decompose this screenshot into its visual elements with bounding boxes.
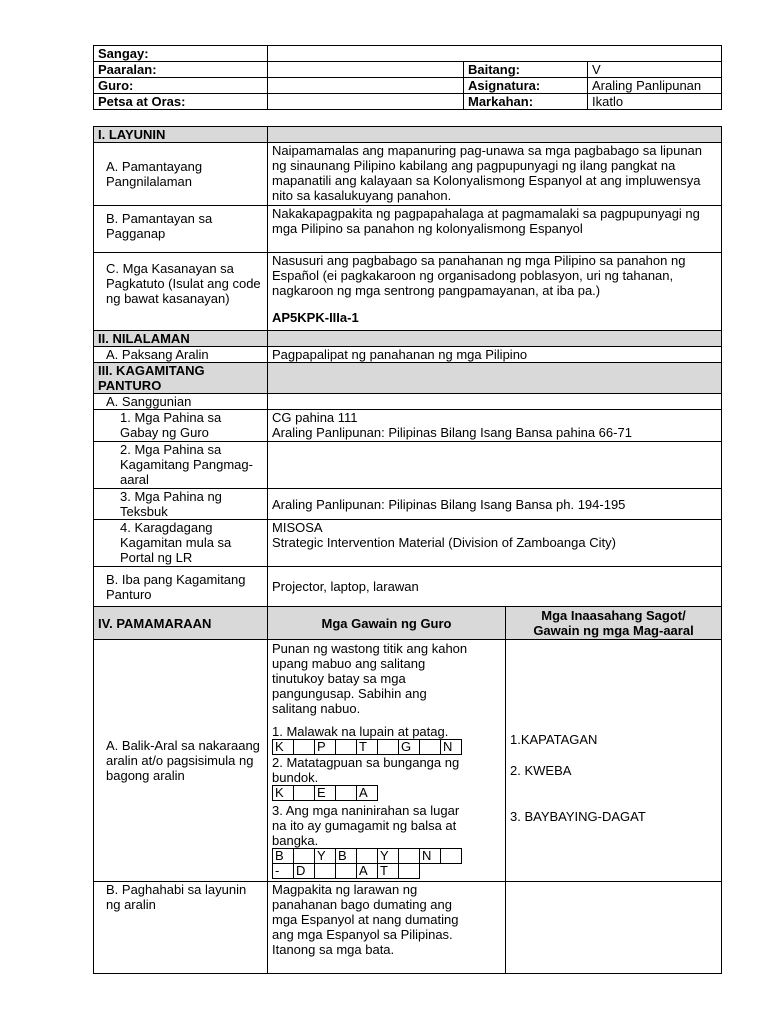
letter-box: Y: [378, 849, 399, 864]
kagamitan-heading: III. KAGAMITANG PANTURO: [94, 363, 268, 394]
kagamitang-pangmag-aaral-label: 2. Mga Pahina sa Kagamitang Pangmag-aaral: [94, 442, 268, 489]
guro-value[interactable]: [268, 78, 464, 94]
letter-box: T: [378, 864, 399, 879]
paaralan-label: Paaralan:: [94, 62, 268, 78]
answer-3: 3. BAYBAYING-DAGAT: [510, 809, 646, 824]
balik-aral-label: A. Balik-Aral sa nakaraang aralin at/o pagsisimula ng bagong aralin: [94, 640, 268, 882]
gabay-guro-label: 1. Mga Pahina sa Gabay ng Guro: [94, 410, 268, 442]
paghahabi-text: Magpakita ng larawan ng panahanan bago dumating ang mga Espanyol at nang dumating ang mga Espanyol sa Pilipinas. Itanong sa mga bata.: [268, 882, 506, 974]
portal-lr-line2: Strategic Intervention Material (Division of Zamboanga City): [272, 535, 616, 550]
letter-box[interactable]: [294, 786, 315, 801]
nilalaman-heading: II. NILALAMAN: [94, 331, 268, 347]
letter-box: N: [420, 849, 441, 864]
letter-box: Y: [315, 849, 336, 864]
gabay-guro-line1: CG pahina 111: [272, 410, 358, 425]
kasanayan-label: C. Mga Kasanayan sa Pagkatuto (Isulat ang code ng bawat kasanayan): [94, 253, 268, 331]
petsa-label: Petsa at Oras:: [94, 94, 268, 110]
kasanayan-code: AP5KPK-IIIa-1: [272, 310, 359, 325]
letter-box: -: [273, 864, 294, 879]
paksang-aralin-text: Pagpapalipat ng panahanan ng mga Pilipino: [268, 347, 722, 363]
guro-label: Guro:: [94, 78, 268, 94]
balik-aral-intro: Punan ng wastong titik ang kahon upang mabuo ang salitang tinutukoy batay sa mga pangungusap. Sabihin ang salitang nabuo.: [272, 641, 468, 716]
pamantayang-pangnilalaman-text: Naipamamalas ang mapanuring pag-unawa sa mga pagbabago sa lipunan ng sinaunang Pilipino kabilang ang pagpupunyagi ng ilang pangkat na mapanatili ang kalayaan sa Kolonyalismong Espanyol at ang impluwensya nito sa kasalukuyang panahon.: [268, 143, 722, 206]
answer-1: 1.KAPATAGAN: [510, 732, 598, 747]
letter-box: A: [357, 786, 378, 801]
asignatura-label: Asignatura:: [464, 78, 588, 94]
letter-box: K: [273, 740, 294, 755]
letter-box[interactable]: [315, 864, 336, 879]
question-1: 1. Malawak na lupain at patag.: [272, 724, 449, 739]
pamantayan-pagganap-text: Nakakapagpakita ng pagpapahalaga at pagmamalaki sa pagpupunyagi ng mga Pilipino sa panahon ng kolonyalismong Espanyol: [268, 206, 722, 253]
letter-box: B: [273, 849, 294, 864]
pamantayang-pangnilalaman-label: A. Pamantayang Pangnilalaman: [94, 143, 268, 206]
question-3: 3. Ang mga naninirahan sa lugar na ito ay gumagamit ng balsa at bangka.: [272, 803, 460, 848]
gabay-guro-line2: Araling Panlipunan: Pilipinas Bilang Isang Bansa pahina 66-71: [272, 425, 632, 440]
letter-box: P: [315, 740, 336, 755]
q3-letter-boxes: [272, 848, 462, 879]
asignatura-value: Araling Panlipunan: [588, 78, 722, 94]
letter-box[interactable]: [399, 864, 420, 879]
letter-box[interactable]: [294, 740, 315, 755]
layunin-heading: I. LAYUNIN: [94, 127, 268, 143]
letter-box[interactable]: [336, 864, 357, 879]
sangay-label: Sangay:: [94, 46, 268, 62]
paksang-aralin-label: A. Paksang Aralin: [94, 347, 268, 363]
baitang-label: Baitang:: [464, 62, 588, 78]
paghahabi-label: B. Paghahabi sa layunin ng aralin: [94, 882, 268, 974]
sangay-value[interactable]: [268, 46, 722, 62]
kasanayan-text: Nasusuri ang pagbabago sa panahanan ng mga Pilipino sa panahon ng Español (ei pagkakaroon ng organisadong poblasyon, uri ng tahanan, nagkaroon ng mga sentrong pangpamayanan, at iba pa.): [272, 253, 686, 298]
letter-box[interactable]: [420, 740, 441, 755]
letter-box[interactable]: [441, 849, 462, 864]
pamamaraan-heading: IV. PAMAMARAAN: [94, 607, 268, 640]
letter-box: K: [273, 786, 294, 801]
teksbuk-text: Araling Panlipunan: Pilipinas Bilang Isang Bansa ph. 194-195: [268, 489, 722, 520]
letter-box[interactable]: [336, 740, 357, 755]
portal-lr-line1: MISOSA: [272, 520, 323, 535]
q1-letter-boxes: [272, 739, 462, 755]
letter-box[interactable]: [378, 740, 399, 755]
letter-box: E: [315, 786, 336, 801]
letter-box[interactable]: [357, 849, 378, 864]
teksbuk-label: 3. Mga Pahina ng Teksbuk: [94, 489, 268, 520]
letter-box: B: [336, 849, 357, 864]
markahan-label: Markahan:: [464, 94, 588, 110]
iba-pang-kagamitan-label: B. Iba pang Kagamitang Panturo: [94, 567, 268, 607]
letter-box: T: [357, 740, 378, 755]
letter-box[interactable]: [399, 849, 420, 864]
col-gawain-magaaral: Mga Inaasahang Sagot/ Gawain ng mga Mag-aaral: [506, 607, 722, 640]
markahan-value: Ikatlo: [588, 94, 722, 110]
sanggunian-label: A. Sanggunian: [94, 394, 268, 410]
answer-2: 2. KWEBA: [510, 763, 572, 778]
letter-box: G: [399, 740, 420, 755]
letter-box: N: [441, 740, 462, 755]
question-2: 2. Matatagpuan sa bunganga ng bundok.: [272, 755, 460, 785]
baitang-value: V: [588, 62, 722, 78]
header-table: [93, 45, 722, 110]
lesson-plan-table: [93, 126, 722, 974]
col-gawain-guro: Mga Gawain ng Guro: [268, 607, 506, 640]
portal-lr-label: 4. Karagdagang Kagamitan mula sa Portal ng LR: [94, 520, 268, 567]
paaralan-value[interactable]: [268, 62, 464, 78]
letter-box[interactable]: [336, 786, 357, 801]
letter-box: A: [357, 864, 378, 879]
iba-pang-kagamitan-text: Projector, laptop, larawan: [268, 567, 722, 607]
letter-box: D: [294, 864, 315, 879]
letter-box[interactable]: [294, 849, 315, 864]
petsa-value[interactable]: [268, 94, 464, 110]
pamantayan-pagganap-label: B. Pamantayan sa Pagganap: [94, 206, 268, 253]
q2-letter-boxes: [272, 785, 378, 801]
